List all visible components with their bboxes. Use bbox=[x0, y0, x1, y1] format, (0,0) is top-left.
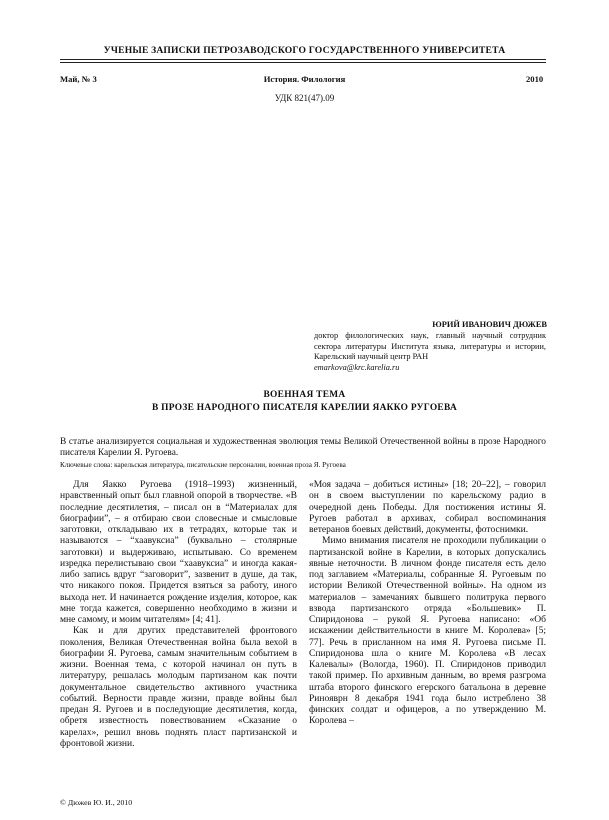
header-rule-bottom bbox=[60, 62, 546, 63]
paragraph: Мимо внимания писателя не проходили публикации о партизанской войне в Карелии, в которых допускались явные неточности. В личном фонде писателя есть дело под заглавием «Материалы, собранные Я. Ругоевым по истории Великой Отечественной войны». На одном из материалов – замечаниях бывшего политрука первого взвода партизанского отряда «Большевик» П. Спиридонова – рукой Я. Ругоева написано: «Об искажении действительности в книге М. Королева» [5; 77]. Речь в присланном на имя Я. Ругоева письме П. Спиридонова шла о книге М. Королева «В лесах Калевалы» (Вологда, 1960). П. Спиридонов приводил такой пример. По архивным данным, во время разгрома штаба второго финского егерского батальона в деревне Ринояврн 8 декабря 1941 года было истреблено 38 финских солдат и офицеров, а по утверждению М. Королева – bbox=[309, 535, 546, 727]
affiliation-text: доктор филологических наук, главный научный сотрудник сектора литературы Института языка, литературы и истории, Карельский научный центр РАН bbox=[314, 331, 546, 362]
article-title-line1: ВОЕННАЯ ТЕМА bbox=[263, 390, 346, 400]
year-label: 2010 bbox=[526, 74, 544, 84]
paragraph: Как и для других представителей фронтового поколения, Великая Отечественная война была вехой в биографии Я. Ругоева, самым значительным событием в жизни. Военная тема, с которой начинал он путь в литературу, решалась молодым партизаном как почти документальное свидетельство активного участника событий. Верности правде жизни, правде войны был предан Я. Ругоев и в последующие десятилетия, когда, обретя известность повествованием «Сказание о карелах», решил вновь поднять пласт партизанской и фронтовой жизни. bbox=[60, 625, 297, 749]
abstract: В статье анализируется социальная и художественная эволюция темы Великой Отечественной войны в прозе Народного писателя Карелии Я. Ругоева. bbox=[60, 437, 546, 459]
header-rule-top bbox=[60, 59, 546, 60]
copyright: © Дюжев Ю. И., 2010 bbox=[60, 798, 133, 807]
section-label: История. Филология bbox=[263, 74, 346, 84]
article-title-line2: В ПРОЗЕ НАРОДНОГО ПИСАТЕЛЯ КАРЕЛИИ ЯАККО РУГОЕВА bbox=[151, 403, 458, 413]
udk-code: УДК 821(47).09 bbox=[274, 93, 335, 103]
author-affiliation bbox=[314, 331, 546, 373]
issue-label: Май, № 3 bbox=[60, 74, 97, 84]
paragraph: Для Яакко Ругоева (1918–1993) жизненный, нравственный опыт был главной опорой в творчестве. «В последние десятилетия, – писал он в “Материалах для биографии”, – я отбираю свои словесные и смысловые заготовки, откладываю их в тетрадях, которые так и называются – “хаавуксиа” (буквально – столярные заготовки) и выдерживаю, испытываю. Со временем изредка перелистываю свои “хаавуксиа” и иногда какая-либо запись вдруг “заговорит”, зазвенит в душе, да так, что никакого покоя. Придется взяться за работу, иного выхода нет. И начинается рождение изделия, которое, как мне тогда кажется, совершенно необходимо в жизни и мне самому, и моим читателям» [4; 41]. bbox=[60, 479, 297, 625]
keywords: Ключевые слова: карельская литература, писательские персоналии, военная проза Я. Ругоева bbox=[60, 461, 346, 469]
author-email: emarkova@krc.karelia.ru bbox=[314, 362, 400, 372]
body-column-right bbox=[309, 479, 546, 727]
paragraph: «Моя задача – добиться истины» [18; 20–22], – говорил он в своем выступлении по карельскому радио в очередной день Победы. Для постижения истины Я. Ругоев работал в архивах, собирал воспоминания ветеранов боевых действий, документы, фотоснимки. bbox=[309, 479, 546, 535]
journal-title: УЧЕНЫЕ ЗАПИСКИ ПЕТРОЗАВОДСКОГО ГОСУДАРСТВЕННОГО УНИВЕРСИТЕТА bbox=[103, 45, 506, 56]
author-name: ЮРИЙ ИВАНОВИЧ ДЮЖЕВ bbox=[432, 320, 547, 329]
body-column-left bbox=[60, 479, 297, 749]
